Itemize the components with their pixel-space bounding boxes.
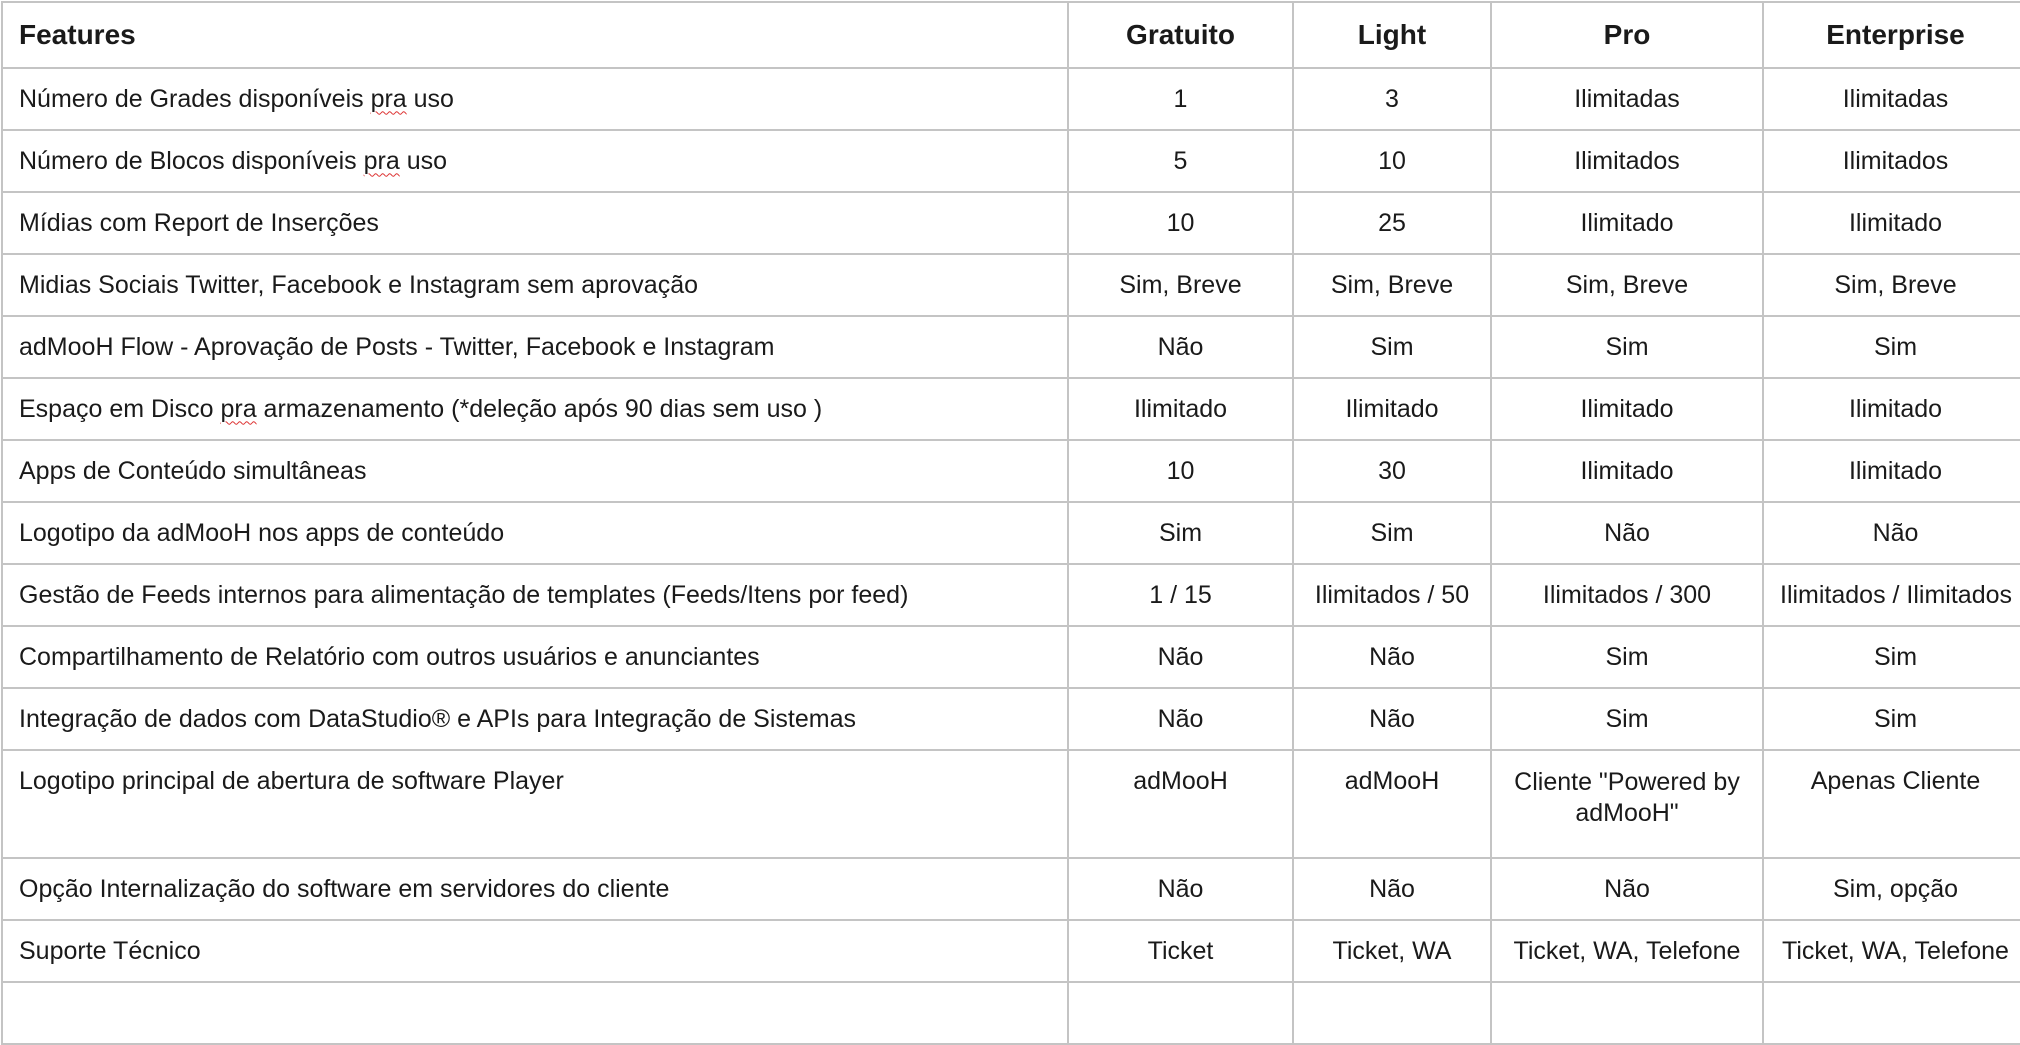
table-row xyxy=(2,626,2020,688)
value-cell-enterprise[interactable]: Sim, Breve xyxy=(1763,254,2020,316)
value-cell-pro[interactable]: Sim xyxy=(1491,626,1763,688)
value-cell-enterprise[interactable]: Sim xyxy=(1763,688,2020,750)
table-row xyxy=(2,378,2020,440)
value-cell-light[interactable]: 10 xyxy=(1293,130,1491,192)
table-row xyxy=(2,564,2020,626)
header-light[interactable]: Light xyxy=(1293,2,1491,68)
table-row xyxy=(2,440,2020,502)
features-comparison-table xyxy=(1,1,2020,1045)
feature-cell[interactable]: Apps de Conteúdo simultâneas xyxy=(2,440,1068,502)
value-cell-enterprise[interactable]: Sim xyxy=(1763,316,2020,378)
value-cell-enterprise[interactable]: Sim xyxy=(1763,626,2020,688)
table-row xyxy=(2,316,2020,378)
value-cell-pro[interactable]: Sim xyxy=(1491,316,1763,378)
value-cell-enterprise[interactable]: Sim, opção xyxy=(1763,858,2020,920)
value-cell-pro[interactable]: Não xyxy=(1491,502,1763,564)
value-cell-pro[interactable]: Ilimitadas xyxy=(1491,68,1763,130)
feature-cell[interactable]: Número de Grades disponíveis pra uso xyxy=(2,68,1068,130)
value-cell-light[interactable]: Sim xyxy=(1293,316,1491,378)
value-cell-pro[interactable]: Ilimitado xyxy=(1491,192,1763,254)
table-row xyxy=(2,858,2020,920)
value-cell-pro[interactable]: Ilimitados xyxy=(1491,130,1763,192)
value-cell-gratuito[interactable]: Não xyxy=(1068,626,1293,688)
value-cell-pro[interactable]: Sim, Breve xyxy=(1491,254,1763,316)
spellcheck-underline: pra xyxy=(363,146,400,175)
value-cell-enterprise[interactable]: Ilimitado xyxy=(1763,192,2020,254)
spellcheck-underline: pra xyxy=(220,394,257,423)
feature-cell[interactable]: Opção Internalização do software em servidores do cliente xyxy=(2,858,1068,920)
table-row xyxy=(2,254,2020,316)
table-row xyxy=(2,130,2020,192)
value-cell-enterprise[interactable]: Ticket, WA, Telefone xyxy=(1763,920,2020,982)
value-cell-light[interactable]: Não xyxy=(1293,626,1491,688)
feature-cell[interactable]: adMooH Flow - Aprovação de Posts - Twitter, Facebook e Instagram xyxy=(2,316,1068,378)
header-features[interactable]: Features xyxy=(2,2,1068,68)
value-cell-pro[interactable]: Ilimitado xyxy=(1491,440,1763,502)
header-gratuito[interactable]: Gratuito xyxy=(1068,2,1293,68)
value-cell-pro[interactable]: Sim xyxy=(1491,688,1763,750)
value-cell-light[interactable]: Ticket, WA xyxy=(1293,920,1491,982)
feature-cell[interactable]: Número de Blocos disponíveis pra uso xyxy=(2,130,1068,192)
feature-cell[interactable]: Espaço em Disco pra armazenamento (*deleção após 90 dias sem uso ) xyxy=(2,378,1068,440)
table-row xyxy=(2,192,2020,254)
value-cell-pro[interactable]: Cliente "Powered by adMooH" xyxy=(1491,750,1763,858)
feature-cell[interactable] xyxy=(2,982,1068,1044)
feature-cell[interactable]: Mídias com Report de Inserções xyxy=(2,192,1068,254)
value-cell-enterprise[interactable]: Ilimitado xyxy=(1763,440,2020,502)
value-cell-enterprise[interactable]: Apenas Cliente xyxy=(1763,750,2020,858)
value-cell-pro[interactable]: Ilimitado xyxy=(1491,378,1763,440)
feature-cell[interactable]: Gestão de Feeds internos para alimentação de templates (Feeds/Itens por feed) xyxy=(2,564,1068,626)
feature-cell[interactable]: Compartilhamento de Relatório com outros usuários e anunciantes xyxy=(2,626,1068,688)
feature-cell[interactable]: Logotipo da adMooH nos apps de conteúdo xyxy=(2,502,1068,564)
value-cell-pro[interactable] xyxy=(1491,982,1763,1044)
header-enterprise[interactable]: Enterprise xyxy=(1763,2,2020,68)
value-cell-light[interactable]: 30 xyxy=(1293,440,1491,502)
table-row xyxy=(2,982,2020,1044)
value-cell-light[interactable]: 25 xyxy=(1293,192,1491,254)
value-cell-gratuito[interactable]: adMooH xyxy=(1068,750,1293,858)
value-cell-gratuito[interactable]: 10 xyxy=(1068,440,1293,502)
table-row xyxy=(2,68,2020,130)
value-cell-light[interactable]: Não xyxy=(1293,688,1491,750)
value-cell-gratuito[interactable]: Não xyxy=(1068,688,1293,750)
value-cell-pro[interactable]: Não xyxy=(1491,858,1763,920)
table-row xyxy=(2,750,2020,858)
spellcheck-underline: pra xyxy=(370,84,407,113)
value-cell-pro[interactable]: Ticket, WA, Telefone xyxy=(1491,920,1763,982)
feature-cell[interactable]: Logotipo principal de abertura de software Player xyxy=(2,750,1068,858)
value-cell-gratuito[interactable]: 1 / 15 xyxy=(1068,564,1293,626)
value-cell-gratuito[interactable]: Ticket xyxy=(1068,920,1293,982)
value-cell-light[interactable]: Ilimitados / 50 xyxy=(1293,564,1491,626)
table-row xyxy=(2,502,2020,564)
value-cell-enterprise[interactable] xyxy=(1763,982,2020,1044)
value-cell-light[interactable]: Sim, Breve xyxy=(1293,254,1491,316)
table-row xyxy=(2,920,2020,982)
value-cell-light[interactable]: Ilimitado xyxy=(1293,378,1491,440)
value-cell-enterprise[interactable]: Ilimitados xyxy=(1763,130,2020,192)
feature-cell[interactable]: Integração de dados com DataStudio® e APIs para Integração de Sistemas xyxy=(2,688,1068,750)
value-cell-gratuito[interactable] xyxy=(1068,982,1293,1044)
value-cell-gratuito[interactable]: Sim, Breve xyxy=(1068,254,1293,316)
value-cell-gratuito[interactable]: 5 xyxy=(1068,130,1293,192)
value-cell-light[interactable]: 3 xyxy=(1293,68,1491,130)
value-cell-gratuito[interactable]: Ilimitado xyxy=(1068,378,1293,440)
table-row xyxy=(2,688,2020,750)
header-row xyxy=(2,2,2020,68)
feature-cell[interactable]: Midias Sociais Twitter, Facebook e Instagram sem aprovação xyxy=(2,254,1068,316)
value-cell-gratuito[interactable]: Sim xyxy=(1068,502,1293,564)
value-cell-enterprise[interactable]: Não xyxy=(1763,502,2020,564)
value-cell-gratuito[interactable]: 10 xyxy=(1068,192,1293,254)
value-cell-enterprise[interactable]: Ilimitados / Ilimitados xyxy=(1763,564,2020,626)
value-cell-enterprise[interactable]: Ilimitadas xyxy=(1763,68,2020,130)
value-cell-light[interactable]: adMooH xyxy=(1293,750,1491,858)
value-cell-light[interactable] xyxy=(1293,982,1491,1044)
value-cell-light[interactable]: Não xyxy=(1293,858,1491,920)
value-cell-gratuito[interactable]: Não xyxy=(1068,858,1293,920)
feature-cell[interactable]: Suporte Técnico xyxy=(2,920,1068,982)
value-cell-gratuito[interactable]: 1 xyxy=(1068,68,1293,130)
value-cell-gratuito[interactable]: Não xyxy=(1068,316,1293,378)
value-cell-enterprise[interactable]: Ilimitado xyxy=(1763,378,2020,440)
header-pro[interactable]: Pro xyxy=(1491,2,1763,68)
value-cell-pro[interactable]: Ilimitados / 300 xyxy=(1491,564,1763,626)
value-cell-light[interactable]: Sim xyxy=(1293,502,1491,564)
